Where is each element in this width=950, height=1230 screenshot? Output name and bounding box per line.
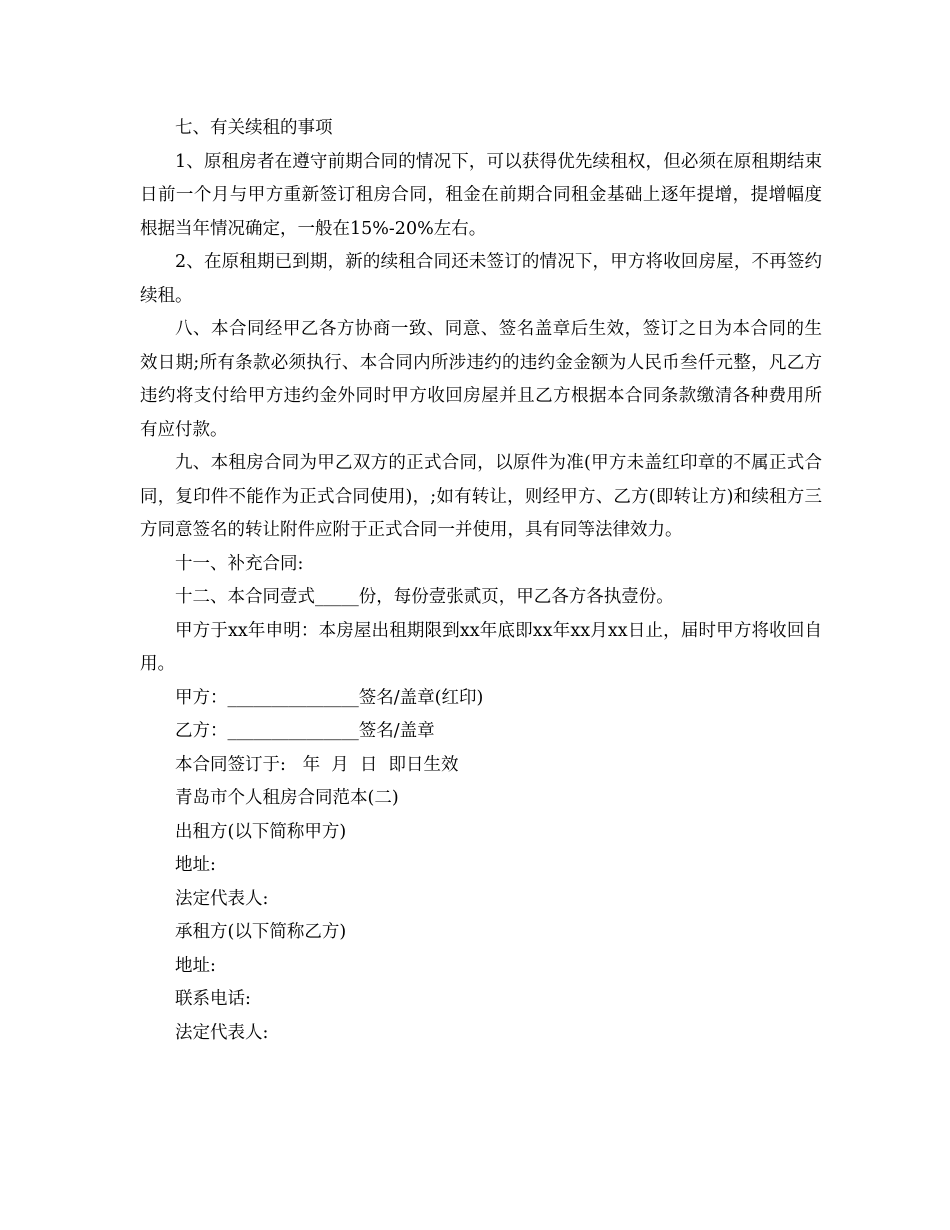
lessee-phone-label: 联系电话: [175, 989, 251, 1009]
lessor-address-label: 地址: [175, 855, 216, 875]
clause-effective-date: 八、本合同经甲乙各方协商一致、同意、签名盖章后生效，签订之日为本合同的生效日期;所有条款必须执行、本合同内所涉违约的违约金金额为人民币叁仟元整，凡乙方违约将支付给甲方违约金外同时甲方收回房屋并且乙方根据本合同条款缴清各种费用所有应付款。 [140, 319, 822, 440]
second-template-title: 青岛市个人租房合同范本(二) [175, 788, 399, 808]
party-b-signature-line: 乙方：_______________签名/盖章 [175, 721, 435, 741]
lessee-representative-label: 法定代表人: [175, 1022, 269, 1043]
lessee-address-label: 地址: [175, 955, 216, 976]
clause-renewal-priority: 1、原租房者在遵守前期合同的情况下，可以获得优先续租权，但必须在原租期结束日前一个月与甲方重新签订租房合同，租金在前期合同租金基础上逐年提增，提增幅度根据当年情况确定，一般在15%-20%左右。 [140, 151, 822, 239]
clause-renewal-expiry: 2、在原租期已到期，新的续租合同还未签订的情况下，甲方将收回房屋，不再签约续租。 [140, 252, 822, 306]
clause-formal-contract: 九、本租房合同为甲乙双方的正式合同，以原件为准(甲方未盖红印章的不属正式合同，复印件不能作为正式合同使用)，;如有转让，则经甲方、乙方(即转让方)和续租方三方同意签名的转让附件应附于正式合同一并使用，具有同等法律效力。 [140, 453, 822, 540]
clause-landlord-statement: 甲方于xx年申明：本房屋出租期限到xx年底即xx年xx月xx日止，届时甲方将收回自用。 [140, 620, 822, 674]
clause-copies: 十二、本合同壹式_____份，每份壹张贰页，甲乙各方各执壹份。 [175, 587, 674, 607]
section-heading-renewal: 七、有关续租的事项 [175, 118, 333, 138]
lessee-label: 承租方(以下简称乙方) [175, 922, 347, 942]
lessor-label: 出租方(以下简称甲方) [175, 821, 347, 842]
clause-supplement: 十一、补充合同: [175, 553, 304, 574]
lessor-representative-label: 法定代表人: [175, 888, 269, 909]
party-a-signature-line: 甲方：_______________签名/盖章(红印) [175, 687, 484, 708]
signing-date-line: 本合同签订于: 年 月 日 即日生效 [175, 754, 459, 775]
